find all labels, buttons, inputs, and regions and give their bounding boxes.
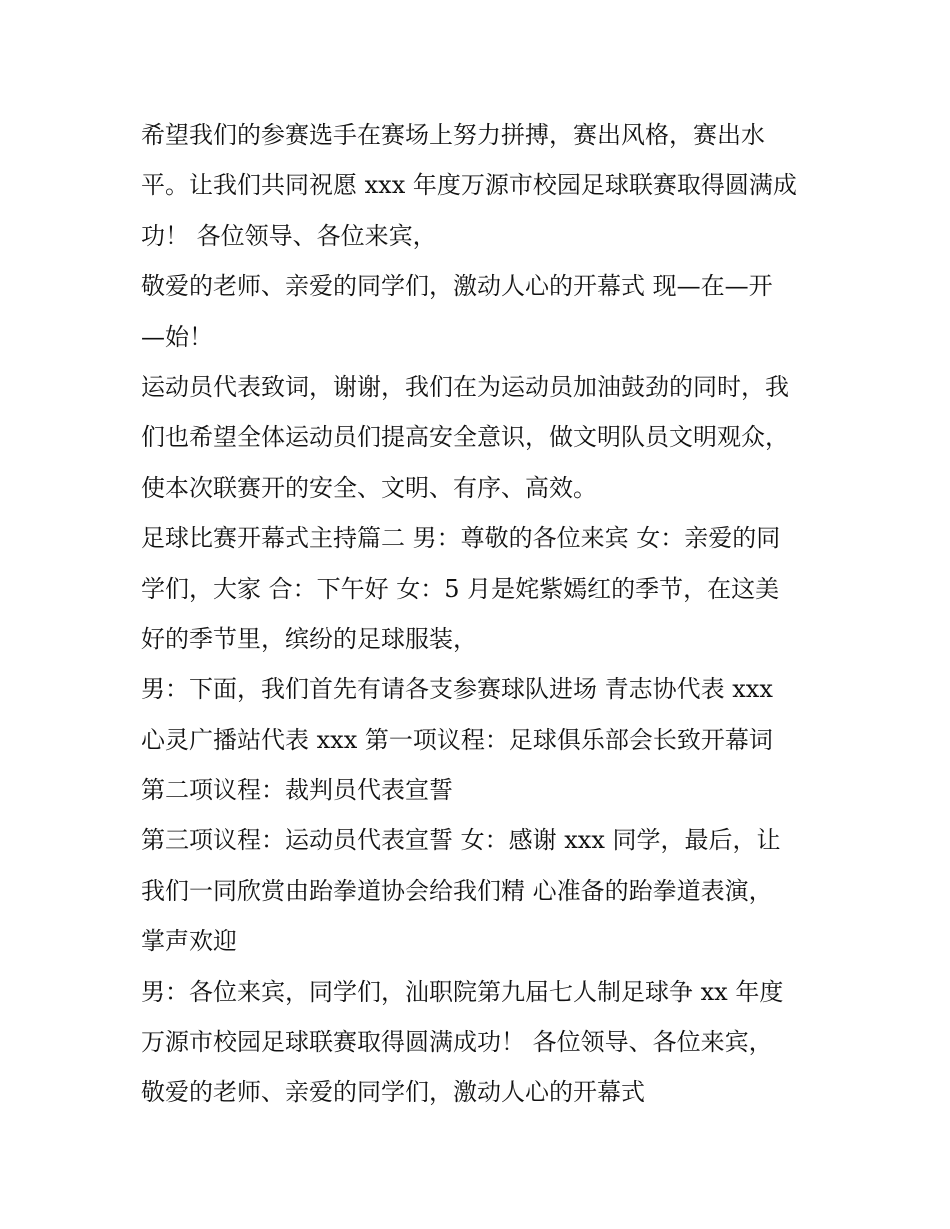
text-line: 好的季节里，缤纷的足球服装， <box>141 624 477 653</box>
text-line: 男：各位来宾，同学们，汕职院第九届七人制足球争 xx 年度 <box>141 977 784 1006</box>
text-line: 希望我们的参赛选手在赛场上努力拼搏，赛出风格，赛出水 <box>141 121 765 149</box>
text-line: 使本次联赛开的安全、文明、有序、高效。 <box>141 473 597 502</box>
text-line: 掌声欢迎 <box>141 927 237 956</box>
text-line: 平。让我们共同祝愿 xxx 年度万源市校园足球联赛取得圆满成 <box>141 171 797 200</box>
text-line: 第二项议程：裁判员代表宣誓 <box>141 776 453 805</box>
text-line: 敬爱的老师、亲爱的同学们，激动人心的开幕式 <box>141 1078 645 1107</box>
text-line: 万源市校园足球联赛取得圆满成功！ 各位领导、各位来宾， <box>141 1028 773 1057</box>
text-line: 男：下面，我们首先有请各支参赛球队进场 青志协代表 xxx <box>141 675 773 704</box>
text-line: 第三项议程：运动员代表宣誓 女：感谢 xxx 同学，最后，让 <box>141 826 781 855</box>
text-line: 我们一同欣赏由跆拳道协会给我们精 心准备的跆拳道表演， <box>141 876 773 905</box>
text-line: —始！ <box>141 322 213 351</box>
text-line: 心灵广播站代表 xxx 第一项议程：足球俱乐部会长致开幕词 <box>141 725 773 754</box>
document-body <box>141 110 821 1118</box>
text-line: 学们，大家 合：下午好 女：5 月是姹紫嫣红的季节，在这美 <box>141 574 780 603</box>
text-line: 敬爱的老师、亲爱的同学们，激动人心的开幕式 现—在—开 <box>141 272 773 301</box>
text-line: 运动员代表致词，谢谢，我们在为运动员加油鼓劲的同时，我 <box>141 372 789 401</box>
text-line: 足球比赛开幕式主持篇二 男：尊敬的各位来宾 女：亲爱的同 <box>141 524 781 553</box>
text-line: 功！ 各位领导、各位来宾， <box>141 221 437 250</box>
text-line: 们也希望全体运动员们提高安全意识，做文明队员文明观众， <box>141 423 789 452</box>
